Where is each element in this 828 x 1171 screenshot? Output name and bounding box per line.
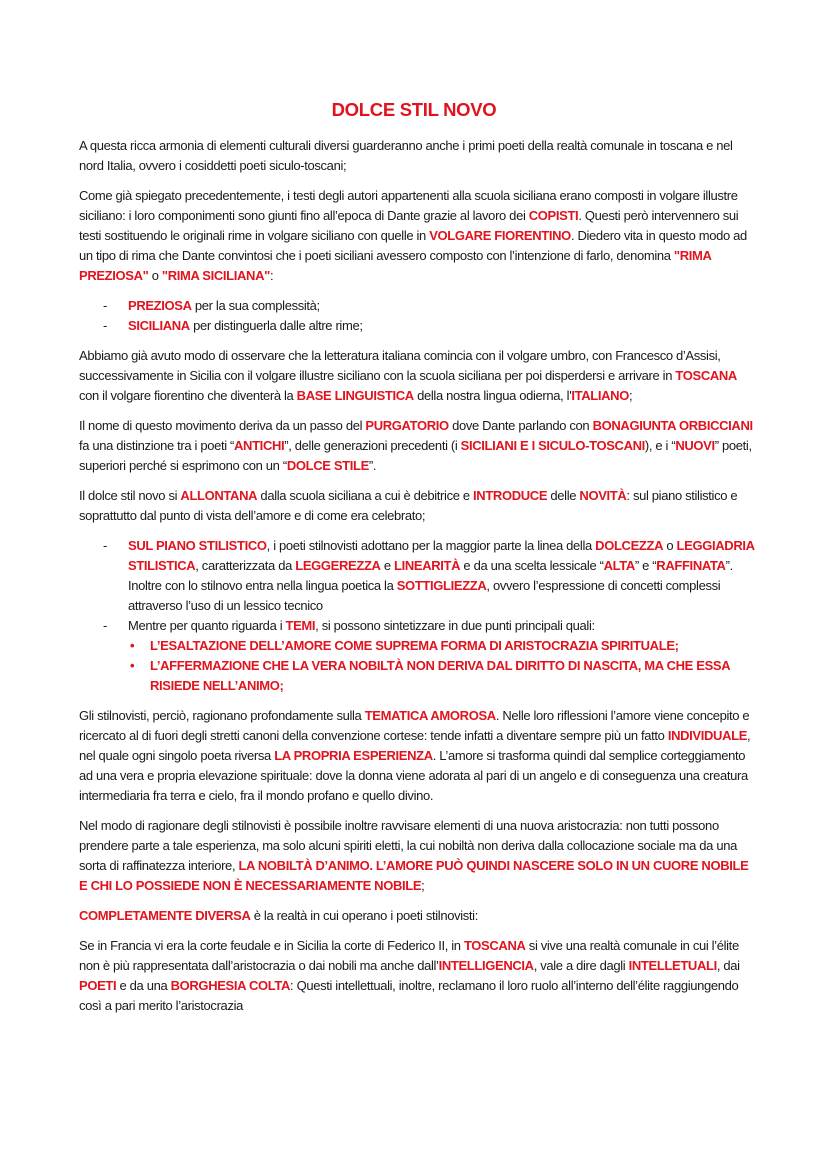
highlighted-term: INTRODUCE	[473, 488, 548, 503]
highlighted-term: INDIVIDUALE	[667, 728, 748, 743]
paragraph	[79, 416, 759, 476]
text-run: ;	[421, 878, 425, 893]
paragraph-group-2	[79, 346, 759, 526]
sub-list	[128, 636, 759, 696]
paragraph	[79, 816, 759, 896]
highlighted-term: "RIMA SICILIANA"	[161, 268, 270, 283]
highlighted-term: PURGATORIO	[365, 418, 449, 433]
text-run: : Questi intellettuali, inoltre, reclamano il loro ruolo all’interno dell’élite raggiungendo così a pari merito l’aristocrazia	[79, 978, 739, 1013]
highlighted-term: ANTICHI	[234, 438, 285, 453]
highlighted-term: TEMI	[285, 618, 316, 633]
highlighted-term: NOVITÀ	[579, 488, 627, 503]
paragraph	[79, 186, 759, 286]
text-run: :	[269, 268, 274, 283]
dash-bullet-icon: -	[103, 538, 107, 553]
highlighted-term: BASE LINGUISTICA	[296, 388, 414, 403]
text-run: , vale a dire dagli	[533, 958, 629, 973]
text-run: . Nelle loro riflessioni l’amore viene concepito e ricercato al di fuori degli stretti canoni della convenzione cortese: tende infatti a diventare sempre più un fatto	[79, 708, 750, 743]
text-run: : sul piano stilistico e soprattutto dal punto di vista dell’amore e di come era celebrato;	[79, 488, 738, 523]
highlighted-term: LEGGIADRIA STILISTICA	[128, 538, 755, 573]
highlighted-term: "RIMA PREZIOSA"	[79, 248, 712, 283]
highlighted-term: COMPLETAMENTE DIVERSA	[79, 908, 251, 923]
text-run: o	[148, 268, 162, 283]
highlighted-term: RAFFINATA	[656, 558, 726, 573]
text-run: con il volgare fiorentino che diventerà la	[79, 388, 297, 403]
bullet-icon: •	[130, 658, 135, 673]
text-run: , dai	[716, 958, 740, 973]
highlighted-term: COPISTI	[528, 208, 579, 223]
highlighted-term: ALTA	[603, 558, 635, 573]
list-rima	[79, 296, 759, 336]
text-run: Mentre per quanto riguarda i	[128, 618, 286, 633]
text-run: della nostra lingua odierna, l'	[413, 388, 572, 403]
highlighted-term: LINEARITÀ	[393, 558, 461, 573]
highlighted-term: LEGGEREZZA	[295, 558, 381, 573]
text-run: e	[380, 558, 394, 573]
text-run: è la realtà in cui operano i poeti stilnovisti:	[250, 908, 478, 923]
list-item	[79, 536, 759, 616]
highlighted-term: BONAGIUNTA ORBICCIANI	[592, 418, 753, 433]
highlighted-term: TEMATICA AMOROSA	[364, 708, 496, 723]
text-run: delle	[547, 488, 580, 503]
text-run: ”, delle generazioni precedenti (i	[284, 438, 461, 453]
paragraph	[79, 346, 759, 406]
highlighted-term: DOLCE STILE	[286, 458, 369, 473]
paragraph	[79, 706, 759, 806]
text-run: per distinguerla dalle altre rime;	[189, 318, 363, 333]
text-run: dalla scuola siciliana a cui è debitrice e	[257, 488, 474, 503]
paragraph-group-1	[79, 136, 759, 286]
text-run: Se in Francia vi era la corte feudale e in Sicilia la corte di Federico II, in	[79, 938, 464, 953]
paragraph-group-3	[79, 706, 759, 1016]
list-item	[79, 296, 759, 316]
paragraph	[79, 486, 759, 526]
dash-bullet-icon: -	[103, 298, 107, 313]
highlighted-term: DOLCEZZA	[595, 538, 664, 553]
highlighted-term: NUOVI	[675, 438, 715, 453]
highlighted-term: VOLGARE FIORENTINO	[429, 228, 571, 243]
text-run: Il dolce stil novo si	[79, 488, 181, 503]
highlighted-term: POETI	[79, 978, 117, 993]
dash-bullet-icon: -	[103, 318, 107, 333]
text-run: , si possono sintetizzare in due punti principali quali:	[315, 618, 595, 633]
text-run: dove Dante parlando con	[448, 418, 593, 433]
highlighted-term: BORGHESIA COLTA	[170, 978, 291, 993]
page-title: DOLCE STIL NOVO	[331, 99, 497, 120]
sub-list-item	[128, 656, 759, 696]
bullet-icon: •	[130, 638, 135, 653]
highlighted-term: INTELLETUALI	[628, 958, 717, 973]
text-run: , nel quale ogni singolo poeta riversa	[79, 728, 751, 763]
highlighted-term: PREZIOSA	[128, 298, 192, 313]
sub-list-item	[128, 636, 759, 656]
paragraph	[79, 136, 759, 176]
text-run: si vive una realtà comunale in cui l’élite non è più rappresentata dall’aristocrazia o dai nobili ma anche dall’	[79, 938, 739, 973]
document-body	[79, 136, 759, 1026]
highlighted-term: TOSCANA	[675, 368, 737, 383]
text-run: Come già spiegato precedentemente, i testi degli autori appartenenti alla scuola siciliana erano composti in volgare illustre siciliano: i loro componimenti sono giunti fino all’epoca di Dante grazie al lavoro dei	[79, 188, 738, 223]
text-run: Nel modo di ragionare degli stilnovisti è possibile inoltre ravvisare elementi di una nuova aristocrazia: non tutti possono prendere parte a tale esperienza, ma solo alcuni spiriti eletti, la cui nobiltà non deriva dalla collocazione sociale ma da una sorta di raffinatezza interiore,	[79, 818, 737, 873]
text-run: ;	[628, 388, 633, 403]
paragraph	[79, 936, 759, 1016]
list-item	[79, 616, 759, 696]
dash-bullet-icon: -	[103, 618, 107, 633]
text-run: fa una distinzione tra i poeti “	[79, 438, 235, 453]
text-run: o	[663, 538, 677, 553]
highlighted-term: INTELLIGENCIA	[438, 958, 534, 973]
highlighted-term: ITALIANO	[571, 388, 629, 403]
text-run: , caratterizzata da	[195, 558, 296, 573]
text-run: ”. Inoltre con lo stilnovo entra nella lingua poetica la	[128, 558, 733, 593]
text-run: . Questi però intervennero sui testi sostituendo le originali rime in volgare siciliano con quelle in	[79, 208, 739, 243]
text-run: ” poeti, superiori perché si esprimono con un “	[79, 438, 752, 473]
text-run: Abbiamo già avuto modo di osservare che la letteratura italiana comincia con il volgare umbro, con Francesco d’Assisi, successivamente in Sicilia con il volgare illustre siciliano con la scuola siciliana per poi disperdersi e arrivare in	[79, 348, 721, 383]
sub-list-text: L’AFFERMAZIONE CHE LA VERA NOBILTÀ NON DERIVA DAL DIRITTO DI NASCITA, MA CHE ESSA RISIEDE NELL’ANIMO;	[150, 658, 730, 693]
list-item	[79, 316, 759, 336]
text-run: e da una scelta lessicale “	[460, 558, 604, 573]
highlighted-term: TOSCANA	[463, 938, 526, 953]
text-run: ”.	[368, 458, 377, 473]
text-run: . Diedero vita in questo modo ad un tipo di rima che Dante convintosi che i poeti siciliani avessero composto con l’intenzione di farlo, denomina	[79, 228, 747, 263]
text-run: e da una	[116, 978, 171, 993]
highlighted-term: LA PROPRIA ESPERIENZA	[274, 748, 433, 763]
text-run: Il nome di questo movimento deriva da un passo del	[79, 418, 366, 433]
text-run: , i poeti stilnovisti adottano per la maggior parte la linea della	[266, 538, 596, 553]
highlighted-term: SUL PIANO STILISTICO	[128, 538, 267, 553]
sub-list-text: L’ESALTAZIONE DELL’AMORE COME SUPREMA FORMA DI ARISTOCRAZIA SPIRITUALE;	[150, 638, 679, 653]
text-run: Gli stilnovisti, perciò, ragionano profondamente sulla	[79, 708, 365, 723]
highlighted-term: SICILIANI E I SICULO-TOSCANI	[460, 438, 645, 453]
text-run: per la sua complessità;	[191, 298, 320, 313]
list-novita	[79, 536, 759, 696]
text-run: A questa ricca armonia di elementi culturali diversi guarderanno anche i primi poeti della realtà comunale in toscana e nel nord Italia, ovvero i cosiddetti poeti siculo-toscani;	[79, 138, 733, 173]
paragraph	[79, 906, 759, 926]
text-run: . L’amore si trasforma quindi dal semplice corteggiamento ad una vera e propria elevazione spirituale: dove la donna viene adorata al pari di un angelo e di conseguenza una creatura intermediaria fra terra e cielo, fra il mondo profano e quello divino.	[79, 748, 748, 803]
highlighted-term: SICILIANA	[128, 318, 190, 333]
highlighted-term: SOTTIGLIEZZA	[396, 578, 487, 593]
text-run: , ovvero l’espressione di concetti complessi attraverso l’uso di un lessico tecnico	[128, 578, 721, 613]
highlighted-term: LA NOBILTÀ D’ANIMO. L’AMORE PUÒ QUINDI NASCERE SOLO IN UN CUORE NOBILE E CHI LO POSSIEDE NON È NECESSARIAMENTE NOBILE	[79, 858, 749, 893]
text-run: ), e i “	[644, 438, 676, 453]
highlighted-term: ALLONTANA	[180, 488, 258, 503]
text-run: ” e “	[634, 558, 657, 573]
